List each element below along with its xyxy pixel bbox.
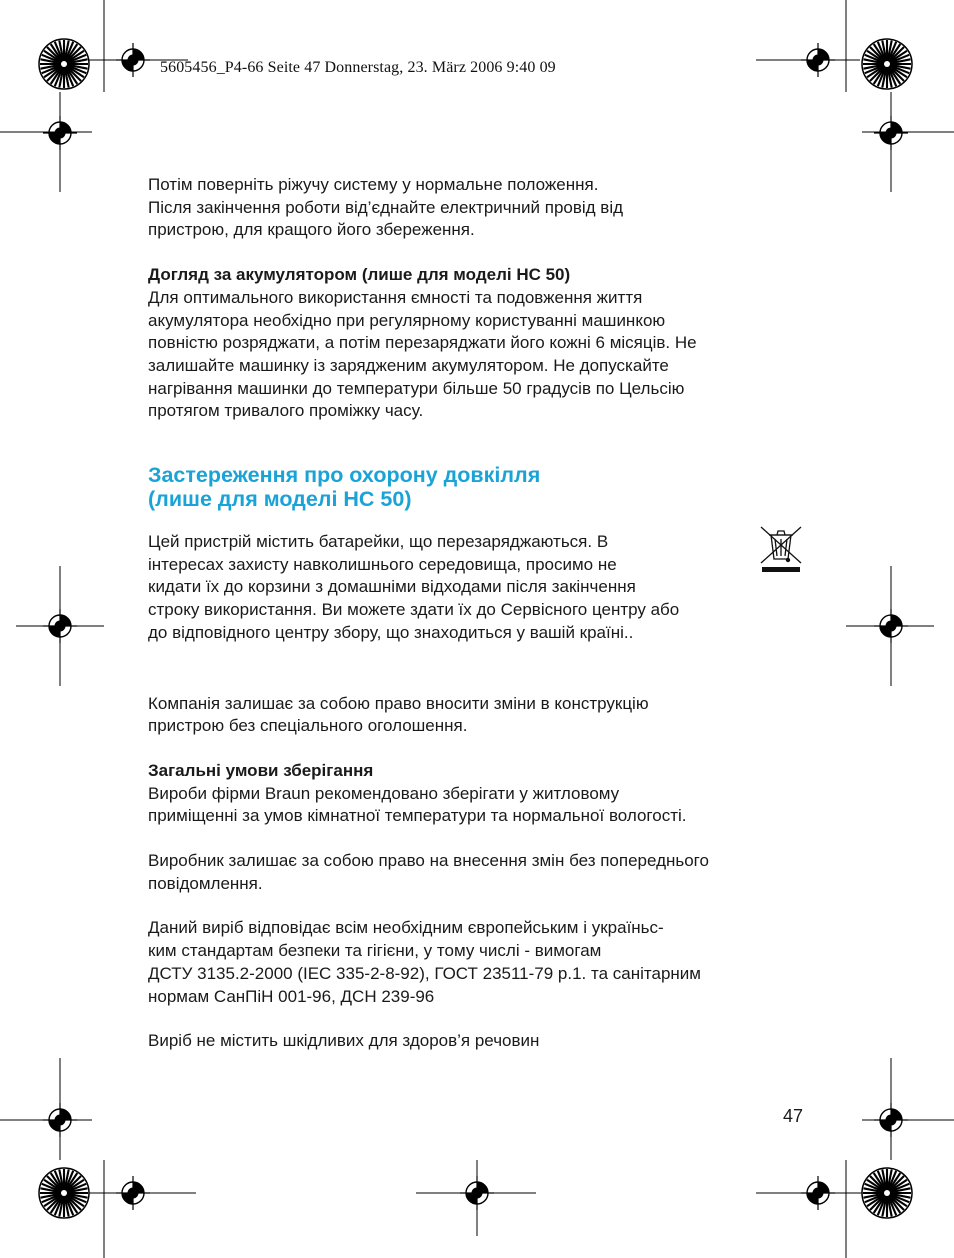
- crossed-out-wheelie-bin-icon: [758, 525, 804, 573]
- storage-section: [148, 760, 808, 828]
- battery-care-section: [148, 264, 808, 423]
- harmless-line: Виріб не містить шкідливих для здоров’я речовин: [148, 1031, 540, 1051]
- intro-line: Після закінчення роботи від’єднайте електричний провід від: [148, 197, 624, 217]
- manufacturer-note-line: повідомлення.: [148, 873, 263, 893]
- battery-care-line: Для оптимального використання ємності та подовження життя: [148, 287, 643, 307]
- standards-line: Даний виріб відповідає всім необхідним європейським і україньс-: [148, 918, 664, 938]
- environment-line: строку використання. Ви можете здати їх до Сервісного центру або: [148, 600, 680, 620]
- page-number: 47: [783, 1106, 804, 1126]
- standards-line: ДСТУ 3135.2-2000 (IEC 335-2-8-92), ГОСТ 23511-79 р.1. та санітарним: [148, 963, 701, 983]
- intro-line: пристрою, для кращого його збереження.: [148, 220, 475, 240]
- company-note-line: пристрою без спеціального оголошення.: [148, 716, 468, 736]
- battery-care-line: протягом тривалого проміжку часу.: [148, 401, 424, 421]
- environment-line: кидати їх до корзини з домашніми відходами після закінчення: [148, 577, 636, 597]
- standards-line: нормам СанПіН 001-96, ДСН 239-96: [148, 986, 435, 1006]
- standards-paragraph: [148, 917, 808, 1008]
- battery-care-line: акумулятора необхідно при регулярному користуванні машинкою: [148, 310, 666, 330]
- storage-title: Загальні умови зберігання: [148, 760, 374, 780]
- battery-care-line: нагрівання машинки до температури більше 50 градусів по Цельсію: [148, 378, 685, 398]
- storage-line: приміщенні за умов кімнатної температури та нормальної вологості.: [148, 806, 687, 826]
- battery-care-title: Догляд за акумулятором (лише для моделі HC 50): [148, 265, 571, 285]
- print-slug: 5605456_P4-66 Seite 47 Donnerstag, 23. März 2006 9:40 09: [160, 59, 556, 76]
- company-note-line: Компанія залишає за собою право вносити зміни в конструкцію: [148, 693, 649, 713]
- battery-care-line: повністю розряджати, а потім перезаряджати його кожні 6 місяців. Не: [148, 333, 697, 353]
- manufacturer-note-line: Виробник залишає за собою право на внесення змін без попереднього: [148, 851, 709, 871]
- environment-section: [148, 463, 808, 645]
- storage-line: Вироби фірми Braun рекомендовано зберігати у житловому: [148, 783, 620, 803]
- main-content: [148, 174, 808, 1053]
- environment-heading-line: Застереження про охорону довкілля: [148, 463, 541, 488]
- environment-line: Цей пристрій містить батарейки, що перезаряджаються. В: [148, 532, 609, 552]
- harmless-paragraph: [148, 1030, 808, 1053]
- manufacturer-note-paragraph: [148, 850, 808, 895]
- environment-line: до відповідного центру збору, що знаходиться у вашій країні..: [148, 622, 634, 642]
- battery-care-line: залишайте машинку із зарядженим акумулятором. Не допускайте: [148, 355, 669, 375]
- standards-line: ким стандартам безпеки та гігієни, у тому числі - вимогам: [148, 941, 602, 961]
- environment-body: [148, 531, 808, 645]
- environment-heading-line: (лише для моделі HC 50): [148, 487, 412, 512]
- intro-line: Потім поверніть ріжучу систему у нормальне положення.: [148, 175, 599, 194]
- company-note-paragraph: [148, 693, 808, 738]
- intro-paragraph: [148, 174, 808, 242]
- environment-line: інтересах захисту навколишнього середовища, просимо не: [148, 554, 617, 574]
